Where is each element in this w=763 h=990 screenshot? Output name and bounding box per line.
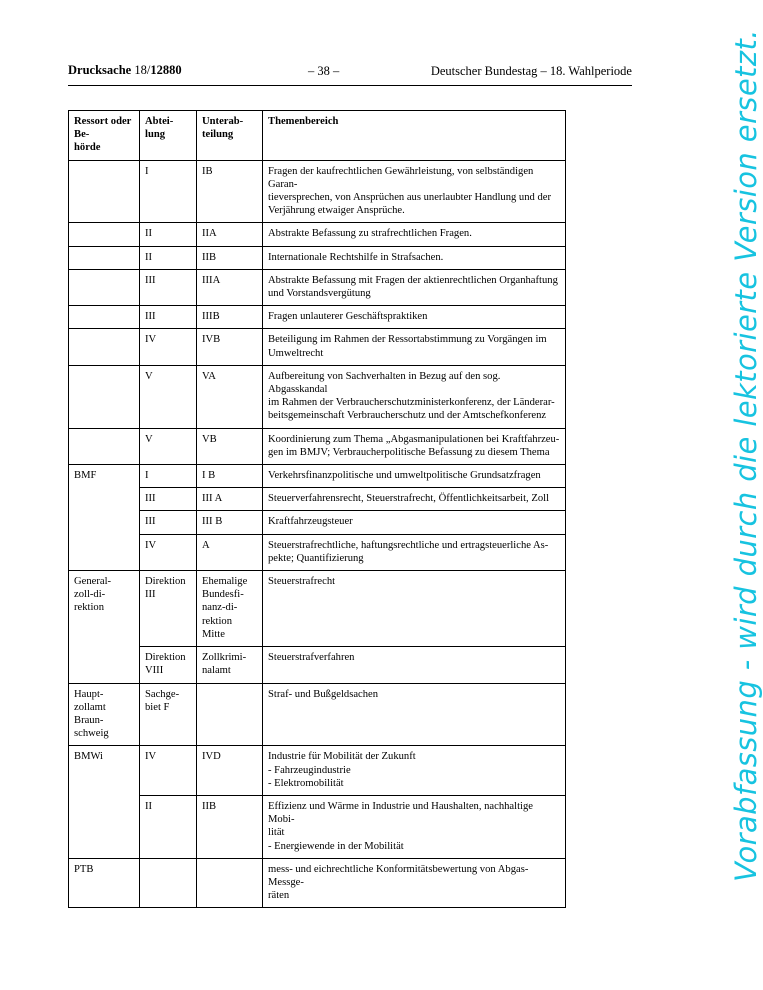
cell-ressort: BMWi: [69, 746, 140, 858]
cell-themenbereich: Straf- und Bußgeldsachen: [263, 683, 566, 746]
ressort-table: [68, 110, 566, 908]
table-row: [69, 795, 566, 858]
cell-themenbereich: Kraftfahrzeugsteuer: [263, 511, 566, 534]
cell-abteilung: III: [140, 511, 197, 534]
cell-themenbereich: Verkehrsfinanzpolitische und umweltpolitische Grundsatzfragen: [263, 465, 566, 488]
cell-ressort: PTB: [69, 858, 140, 908]
cell-themenbereich: Koordinierung zum Thema „Abgasmanipulationen bei Kraftfahrzeu- gen im BMJV; Verbraucherpolitische Befassung zu diesem Thema: [263, 428, 566, 464]
column-header-ressort: Ressort oder Be- hörde: [69, 111, 140, 161]
cell-unterabteilung: A: [197, 534, 263, 570]
cell-unterabteilung: IVB: [197, 329, 263, 365]
cell-abteilung: V: [140, 365, 197, 428]
table-row: [69, 488, 566, 511]
cell-abteilung: I: [140, 160, 197, 223]
table-row: [69, 465, 566, 488]
cell-ressort: General- zoll-di- rektion: [69, 571, 140, 683]
cell-abteilung: III: [140, 488, 197, 511]
cell-unterabteilung: VB: [197, 428, 263, 464]
cell-abteilung: II: [140, 223, 197, 246]
cell-ressort: [69, 365, 140, 428]
cell-abteilung: Direktion III: [140, 571, 197, 647]
cell-abteilung: I: [140, 465, 197, 488]
cell-abteilung: IV: [140, 534, 197, 570]
cell-abteilung: IV: [140, 746, 197, 796]
table-row: [69, 571, 566, 647]
drucksache-number-prefix: 18/: [134, 63, 151, 77]
cell-unterabteilung: VA: [197, 365, 263, 428]
parliament-label: Deutscher Bundestag – 18. Wahlperiode: [430, 64, 632, 78]
cell-abteilung: II: [140, 246, 197, 269]
cell-unterabteilung: IIIB: [197, 306, 263, 329]
cell-abteilung: III: [140, 306, 197, 329]
page-number: – 38 –: [308, 64, 340, 78]
cell-unterabteilung: III B: [197, 511, 263, 534]
cell-themenbereich: Beteiligung im Rahmen der Ressortabstimmung zu Vorgängen im Umweltrecht: [263, 329, 566, 365]
table-container: [68, 110, 565, 908]
table-row: [69, 428, 566, 464]
watermark-text: Vorabfassung - wird durch die lektorierte Version ersetzt.: [729, 29, 763, 882]
table-row: [69, 683, 566, 746]
drucksache-label: [68, 62, 182, 78]
cell-themenbereich: Steuerstrafverfahren: [263, 647, 566, 683]
watermark: [596, 0, 763, 990]
cell-themenbereich: mess- und eichrechtliche Konformitätsbewertung von Abgas-Messge- räten: [263, 858, 566, 908]
column-header-abteilung: Abtei- lung: [140, 111, 197, 161]
cell-unterabteilung: IIA: [197, 223, 263, 246]
table-row: [69, 269, 566, 305]
cell-unterabteilung: IB: [197, 160, 263, 223]
table-header-row: [69, 111, 566, 161]
drucksache-word: Drucksache: [68, 63, 132, 77]
cell-ressort: [69, 269, 140, 305]
cell-themenbereich: Fragen der kaufrechtlichen Gewährleistung, von selbständigen Garan- tieversprechen, von Ansprüchen aus unerlaubter Handlung und der Verjährung etwaiger Ansprüche.: [263, 160, 566, 223]
cell-unterabteilung: Ehemalige Bundesfi- nanz-di- rektion Mitte: [197, 571, 263, 647]
page-header: [68, 62, 632, 82]
cell-themenbereich: Internationale Rechtshilfe in Strafsachen.: [263, 246, 566, 269]
cell-ressort: [69, 160, 140, 223]
table-row: [69, 329, 566, 365]
cell-ressort: Haupt- zollamt Braun- schweig: [69, 683, 140, 746]
cell-unterabteilung: IIIA: [197, 269, 263, 305]
cell-themenbereich: Effizienz und Wärme in Industrie und Haushalten, nachhaltige Mobi- lität - Energiewende in der Mobilität: [263, 795, 566, 858]
cell-unterabteilung: IIB: [197, 246, 263, 269]
table-row: [69, 160, 566, 223]
table-row: [69, 746, 566, 796]
cell-abteilung: V: [140, 428, 197, 464]
table-row: [69, 647, 566, 683]
table-row: [69, 534, 566, 570]
header-divider: [68, 85, 632, 86]
cell-unterabteilung: [197, 683, 263, 746]
cell-unterabteilung: III A: [197, 488, 263, 511]
table-row: [69, 223, 566, 246]
cell-ressort: [69, 428, 140, 464]
cell-abteilung: III: [140, 269, 197, 305]
cell-themenbereich: Steuerstrafrecht: [263, 571, 566, 647]
cell-abteilung: II: [140, 795, 197, 858]
cell-ressort: [69, 329, 140, 365]
cell-abteilung: [140, 858, 197, 908]
cell-abteilung: Sachge- biet F: [140, 683, 197, 746]
table-row: [69, 246, 566, 269]
cell-unterabteilung: Zollkrimi- nalamt: [197, 647, 263, 683]
table-row: [69, 858, 566, 908]
cell-abteilung: Direktion VIII: [140, 647, 197, 683]
cell-themenbereich: Abstrakte Befassung mit Fragen der aktienrechtlichen Organhaftung und Vorstandsvergütung: [263, 269, 566, 305]
cell-abteilung: IV: [140, 329, 197, 365]
cell-themenbereich: Aufbereitung von Sachverhalten in Bezug auf den sog. Abgasskandal im Rahmen der Verbraucherschutzministerkonferenz, der Länderar- beitsgemeinschaft Verbraucherschutz und der Amtschefkonferenz: [263, 365, 566, 428]
column-header-unterabteilung: Unterab- teilung: [197, 111, 263, 161]
cell-unterabteilung: IVD: [197, 746, 263, 796]
table-row: [69, 511, 566, 534]
table-row: [69, 365, 566, 428]
cell-themenbereich: Steuerverfahrensrecht, Steuerstrafrecht, Öffentlichkeitsarbeit, Zoll: [263, 488, 566, 511]
cell-themenbereich: Industrie für Mobilität der Zukunft - Fahrzeugindustrie - Elektromobilität: [263, 746, 566, 796]
cell-ressort: BMF: [69, 465, 140, 571]
cell-unterabteilung: [197, 858, 263, 908]
cell-ressort: [69, 246, 140, 269]
table-body: [69, 160, 566, 908]
cell-unterabteilung: IIB: [197, 795, 263, 858]
drucksache-number: 12880: [150, 63, 182, 77]
cell-themenbereich: Steuerstrafrechtliche, haftungsrechtliche und ertragsteuerliche As- pekte; Quantifizierung: [263, 534, 566, 570]
cell-themenbereich: Fragen unlauterer Geschäftspraktiken: [263, 306, 566, 329]
cell-ressort: [69, 306, 140, 329]
table-row: [69, 306, 566, 329]
cell-unterabteilung: I B: [197, 465, 263, 488]
cell-themenbereich: Abstrakte Befassung zu strafrechtlichen Fragen.: [263, 223, 566, 246]
cell-ressort: [69, 223, 140, 246]
column-header-themenbereich: Themenbereich: [263, 111, 566, 161]
